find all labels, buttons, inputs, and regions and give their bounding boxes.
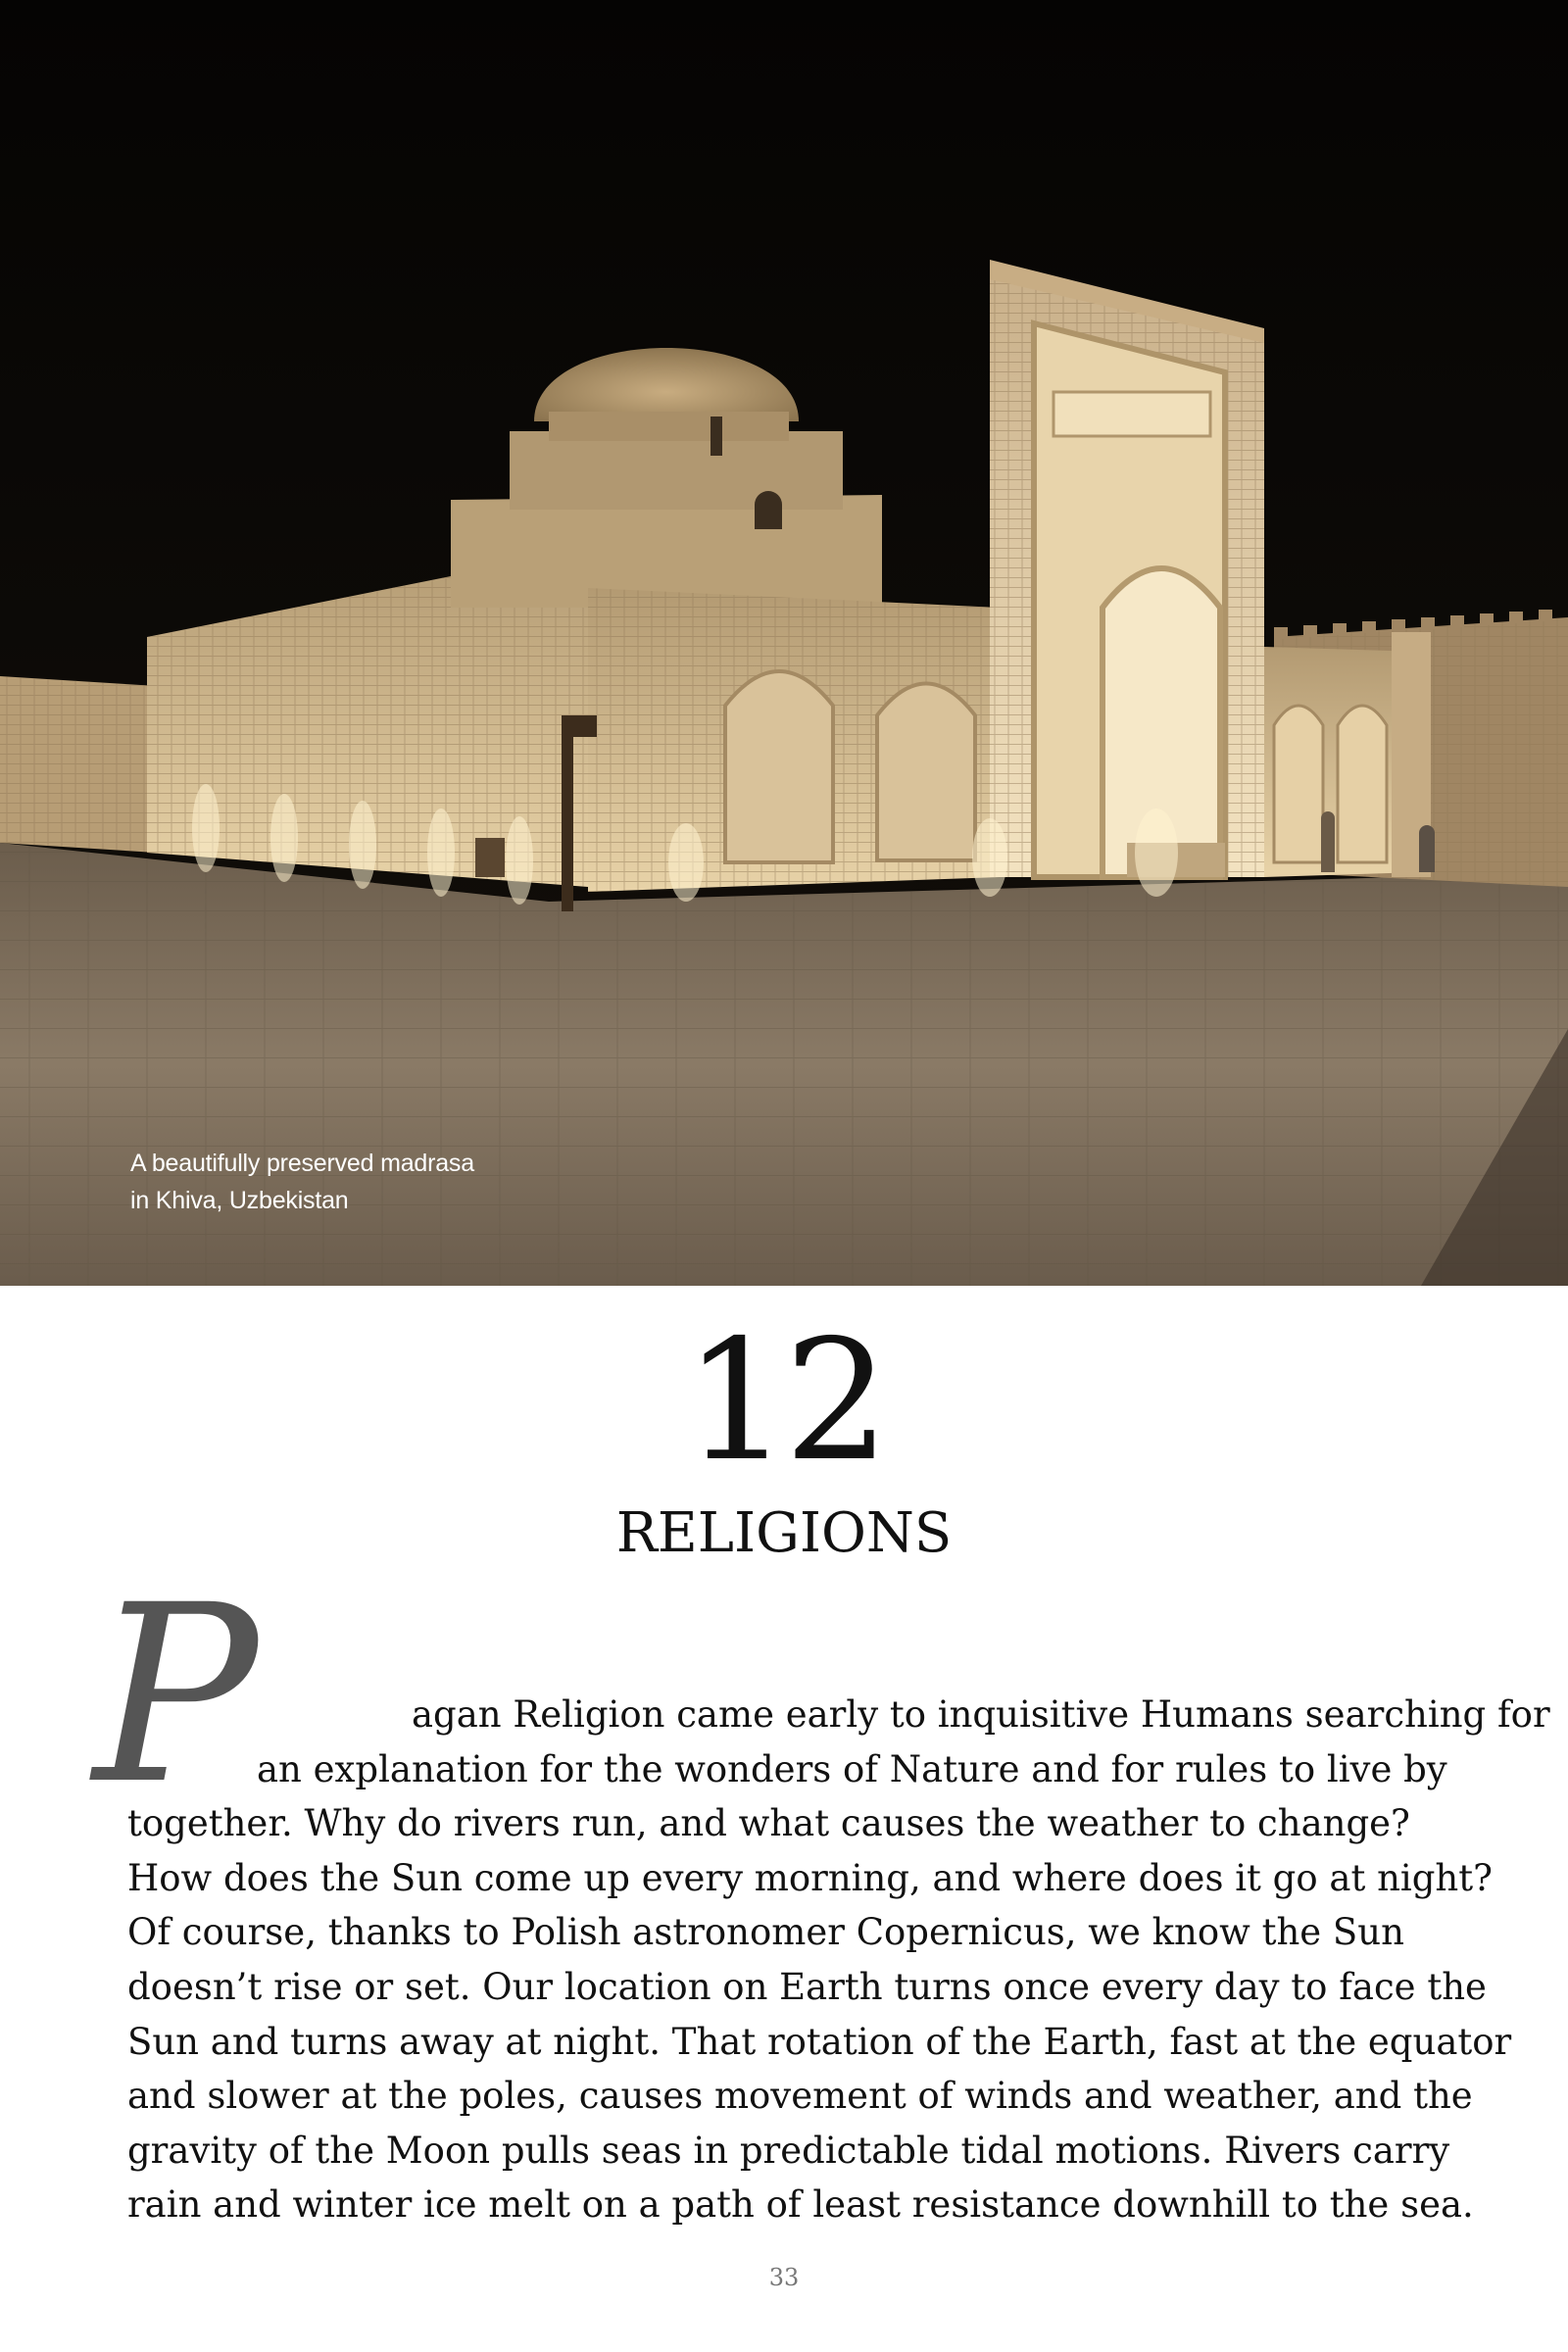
body-paragraph: [127, 1688, 1550, 2232]
body-line: doesn’t rise or set. Our location on Earth turns once every day to face the: [127, 1965, 1487, 2008]
body-line: How does the Sun come up every morning, and where does it go at night?: [127, 1856, 1493, 1899]
photo-caption: [130, 1145, 474, 1219]
body-line: rain and winter ice melt on a path of least resistance downhill to the sea.: [127, 2183, 1474, 2227]
drop-cap-letter: P: [93, 1552, 259, 1838]
body-line: and slower at the poles, causes movement of winds and weather, and the: [127, 2075, 1473, 2118]
body-line: agan Religion came early to inquisitive Humans searching for: [412, 1693, 1550, 1736]
chapter-number: 12: [683, 1304, 885, 1498]
caption-line-1: A beautifully preserved madrasa: [130, 1150, 474, 1177]
body-line: together. Why do rivers run, and what causes the weather to change?: [127, 1802, 1410, 1845]
body-line: an explanation for the wonders of Nature and for rules to live by: [257, 1747, 1447, 1790]
caption-line-2: in Khiva, Uzbekistan: [130, 1187, 349, 1214]
body-line: Of course, thanks to Polish astronomer Copernicus, we know the Sun: [127, 1911, 1404, 1954]
chapter-title: RELIGIONS: [615, 1501, 953, 1565]
page-number: 33: [768, 2264, 800, 2291]
body-line: gravity of the Moon pulls seas in predictable tidal motions. Rivers carry: [127, 2129, 1450, 2172]
body-line: Sun and turns away at night. That rotation of the Earth, fast at the equator: [127, 2020, 1512, 2063]
